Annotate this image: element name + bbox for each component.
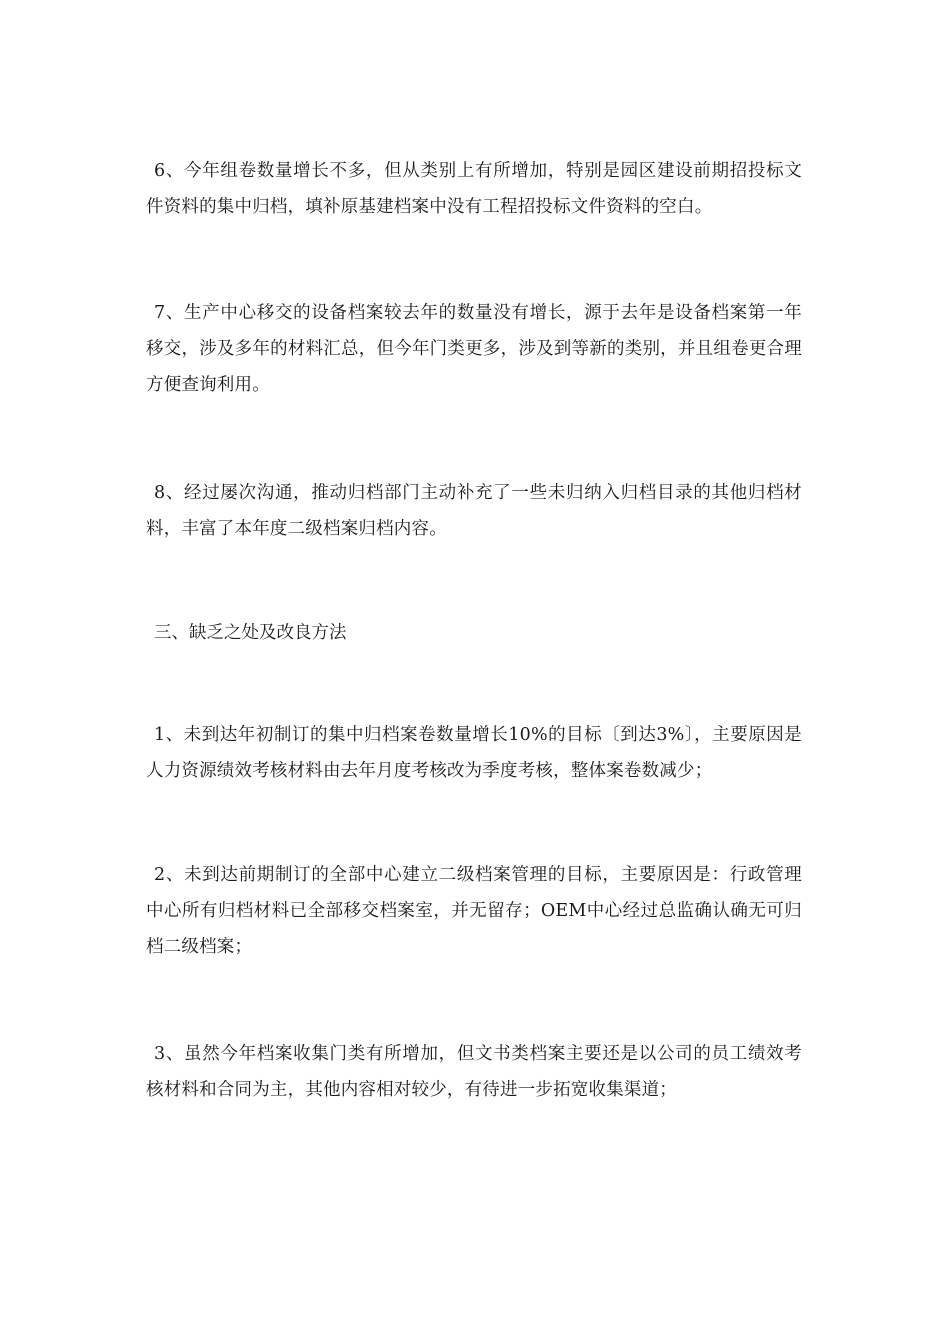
section3-item-3: 3、虽然今年档案收集门类有所增加，但文书类档案主要还是以公司的员工绩效考核材料和合同为主，其他内容相对较少，有待进一步拓宽收集渠道； [146, 1044, 802, 1100]
section3-item-2: 2、未到达前期制订的全部中心建立二级档案管理的目标，主要原因是：行政管理中心所有归档材料已全部移交档案室，并无留存；OEM中心经过总监确认确无可归档二级档案； [146, 865, 802, 957]
paragraph-8: 8、经过屡次沟通，推动归档部门主动补充了一些未归纳入归档目录的其他归档材料，丰富了本年度二级档案归档内容。 [146, 483, 802, 539]
section-heading-3: 三、缺乏之处及改良方法 [154, 623, 347, 643]
section3-item-1: 1、未到达年初制订的集中归档案卷数量增长10%的目标〔到达3%〕，主要原因是人力资源绩效考核材料由去年月度考核改为季度考核，整体案卷数减少； [146, 725, 802, 781]
paragraph-6: 6、今年组卷数量增长不多，但从类别上有所增加，特别是园区建设前期招投标文件资料的集中归档，填补原基建档案中没有工程招投标文件资料的空白。 [146, 161, 802, 217]
paragraph-7: 7、生产中心移交的设备档案较去年的数量没有增长，源于去年是设备档案第一年移交，涉及多年的材料汇总，但今年门类更多，涉及到等新的类别，并且组卷更合理方便查询利用。 [146, 303, 802, 395]
